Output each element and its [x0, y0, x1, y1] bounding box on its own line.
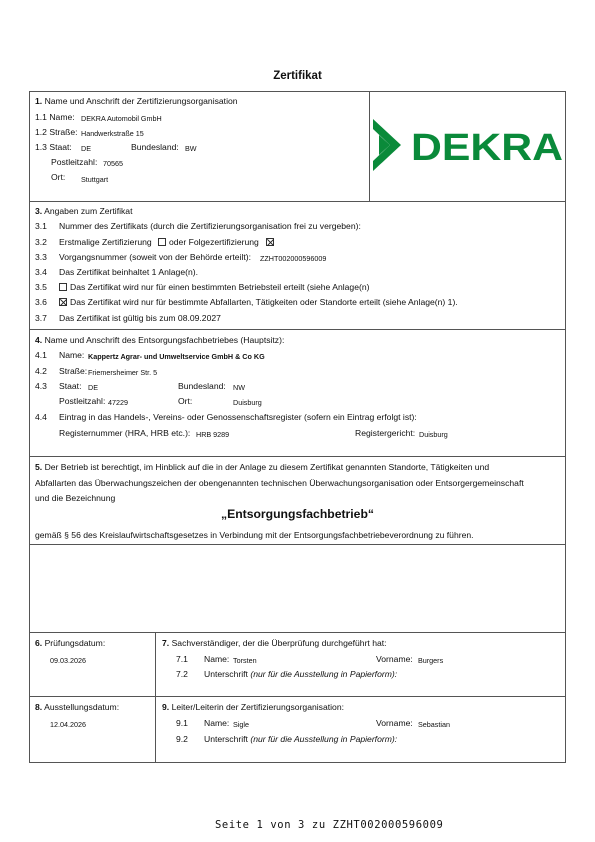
page-footer: Seite 1 von 3 zu ZZHT002000596009	[215, 819, 444, 831]
row-3-2-num: 3.2	[35, 237, 47, 247]
expert-vorname-value: Burgers	[418, 656, 444, 665]
row-4-3-num: 4.3	[35, 381, 47, 391]
section-6-7-divider	[155, 632, 156, 697]
empty-block	[29, 544, 566, 633]
row-3-5-num: 3.5	[35, 282, 47, 292]
section-3-heading: 3. Angaben zum Zertifikat	[35, 206, 133, 216]
org-name-label: 1.1 Name:	[35, 112, 75, 122]
org-plz-label: Postleitzahl:	[51, 157, 98, 167]
section-5-line2: Abfallarten das Überwachungszeichen der obengenannten technischen Überwachungsorganisation oder Entsorgergemeinschaft	[35, 478, 524, 488]
register-number-value: HRB 9289	[196, 430, 230, 439]
company-plz-value: 47229	[108, 398, 128, 407]
section-5-line3: und die Bezeichnung	[35, 493, 116, 503]
follow-up-certification-checkbox[interactable]	[266, 238, 274, 246]
row-3-1-text: Nummer des Zertifikats (durch die Zertifizierungsorganisation frei zu vergeben):	[59, 221, 361, 231]
org-state-label: 1.3 Staat:	[35, 142, 72, 152]
org-bundesland-label: Bundesland:	[131, 142, 179, 152]
expert-name-label: Name:	[204, 654, 230, 664]
register-court-value: Duisburg	[419, 430, 448, 439]
row-4-1-num: 4.1	[35, 350, 47, 360]
row-4-2-label: Straße:	[59, 366, 88, 376]
betriebsteil-checkbox[interactable]	[59, 283, 67, 291]
expert-signature-label: Unterschrift (nur für die Ausstellung in Papierform):	[204, 669, 398, 679]
row-3-5-text: Das Zertifikat wird nur für einen bestimmten Betriebsteil erteilt (siehe Anlage(n)	[70, 282, 370, 292]
row-4-1-label: Name:	[59, 350, 85, 360]
org-ort-value: Stuttgart	[81, 175, 109, 184]
row-7-2-num: 7.2	[176, 669, 188, 679]
org-name-value: DEKRA Automobil GmbH	[81, 114, 162, 123]
row-3-2-text-b: oder Folgezertifizierung	[169, 237, 259, 247]
document-title: Zertifikat	[273, 70, 322, 82]
expert-name-value: Torsten	[233, 656, 257, 665]
org-street-label: 1.2 Straße:	[35, 127, 78, 137]
leader-vorname-value: Sebastian	[418, 720, 450, 729]
first-certification-checkbox[interactable]	[158, 238, 166, 246]
ausstellungsdatum-value: 12.04.2026	[50, 720, 86, 729]
row-9-1-num: 9.1	[176, 718, 188, 728]
row-9-2-num: 9.2	[176, 734, 188, 744]
company-bundesland-value: NW	[233, 383, 245, 392]
row-3-3-num: 3.3	[35, 252, 47, 262]
register-court-label: Registergericht:	[355, 428, 416, 438]
company-name-value: Kappertz Agrar- und Umweltservice GmbH & Co KG	[88, 352, 265, 361]
section-7-heading: 7. Sachverständiger, der die Überprüfung durchgeführt hat:	[162, 638, 387, 648]
row-3-7-text: Das Zertifikat ist gültig bis zum 08.09.2027	[59, 313, 221, 323]
row-3-4-num: 3.4	[35, 267, 47, 277]
row-4-4-text: Eintrag in das Handels-, Vereins- oder Genossenschaftsregister (sofern ein Eintrag erfolgt ist):	[59, 412, 417, 422]
row-3-1-num: 3.1	[35, 221, 47, 231]
row-3-4-text: Das Zertifikat beinhaltet 1 Anlage(n).	[59, 267, 199, 277]
section-8-9-divider	[155, 696, 156, 763]
row-3-6-text: Das Zertifikat wird nur für bestimmte Abfallarten, Tätigkeiten oder Standorte erteilt (siehe Anlage(n) 1).	[70, 297, 458, 307]
row-4-2-num: 4.2	[35, 366, 47, 376]
section-5-line4: gemäß § 56 des Kreislaufwirtschaftsgesetzes in Verbindung mit der Entsorgungsfachbetriebeverordnung zu führen.	[35, 530, 474, 540]
section-9-heading: 9. Leiter/Leiterin der Zertifizierungsorganisation:	[162, 702, 345, 712]
leader-name-label: Name:	[204, 718, 230, 728]
leader-name-value: Sigle	[233, 720, 249, 729]
leader-vorname-label: Vorname:	[376, 718, 413, 728]
row-3-3-value: ZZHT002000596009	[260, 254, 327, 263]
row-7-1-num: 7.1	[176, 654, 188, 664]
expert-vorname-label: Vorname:	[376, 654, 413, 664]
row-3-2-text-a: Erstmalige Zertifizierung	[59, 237, 152, 247]
pruefungsdatum-value: 09.03.2026	[50, 656, 86, 665]
section-1-divider	[369, 91, 370, 202]
section-6-heading: 6. Prüfungsdatum:	[35, 638, 106, 648]
section-1-heading: 1. Name und Anschrift der Zertifizierungsorganisation	[35, 96, 238, 106]
dekra-logo	[371, 117, 565, 173]
section-5-line1: 5. Der Betrieb ist berechtigt, im Hinblick auf die in der Anlage zu diesem Zertifikat genannten Standorte, Tätigkeiten und	[35, 462, 490, 472]
leader-signature-label: Unterschrift (nur für die Ausstellung in Papierform):	[204, 734, 398, 744]
org-street-value: Handwerkstraße 15	[81, 129, 144, 138]
company-bundesland-label: Bundesland:	[178, 381, 226, 391]
company-street-value: Friemersheimer Str. 5	[88, 368, 158, 377]
abfallarten-checkbox[interactable]	[59, 298, 67, 306]
org-state-value: DE	[81, 144, 91, 153]
row-3-7-num: 3.7	[35, 313, 47, 323]
designation-title: „Entsorgungsfachbetrieb“	[220, 507, 375, 521]
org-bundesland-value: BW	[185, 144, 197, 153]
company-plz-label: Postleitzahl:	[59, 396, 106, 406]
register-number-label: Registernummer (HRA, HRB etc.):	[59, 428, 191, 438]
section-4-heading: 4. Name und Anschrift des Entsorgungsfachbetriebes (Hauptsitz):	[35, 335, 285, 345]
row-4-4-num: 4.4	[35, 412, 47, 422]
section-8-heading: 8. Ausstellungsdatum:	[35, 702, 120, 712]
company-ort-label: Ort:	[178, 396, 193, 406]
org-ort-label: Ort:	[51, 172, 66, 182]
dekra-logo-text: DEKRA	[411, 127, 563, 169]
row-3-6-num: 3.6	[35, 297, 47, 307]
company-ort-value: Duisburg	[233, 398, 262, 407]
company-state-value: DE	[88, 383, 98, 392]
row-3-3-text: Vorgangsnummer (soweit von der Behörde erteilt):	[59, 252, 252, 262]
org-plz-value: 70565	[103, 159, 123, 168]
row-4-3-label: Staat:	[59, 381, 82, 391]
